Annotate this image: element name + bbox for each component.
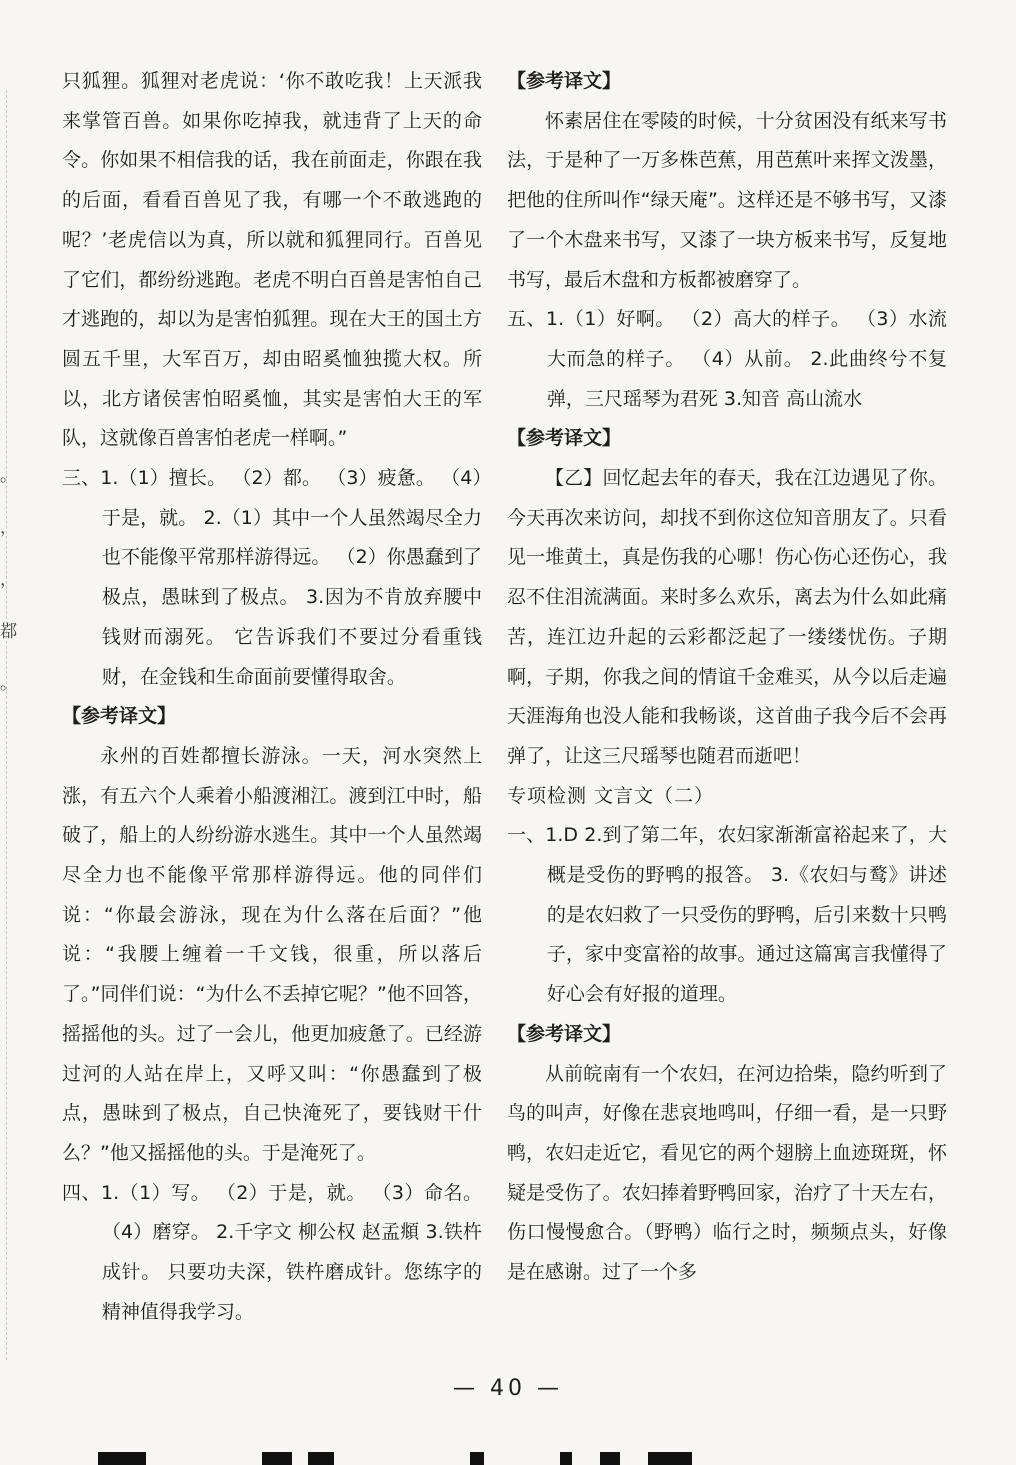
answers-section-5: 五、1.（1）好啊。 （2）高大的样子。 （3）水流大而急的样子。 （4）从前。 2.此曲终兮不复弹，三尺瑶琴为君死 3.知音 高山流水: [507, 308, 947, 410]
section-title: 专项检测 文言文（二）: [507, 784, 715, 807]
reference-translation-heading: 【参考译文】: [507, 70, 622, 92]
right-column: [507, 62, 947, 1293]
binding-gutter-line: [6, 90, 17, 1360]
reference-translation-heading: 【参考译文】: [507, 1022, 622, 1045]
bleed-through-margin-text: [0, 450, 16, 710]
fox-story-translation-end: 只狐狸。狐狸对老虎说：‘你不敢吃我！上天派我来掌管百兽。如果你吃掉我，就违背了上天的命令。你如果不相信我的话，我在前面走，你跟在我的后面，看看百兽见了我，有哪一个不敢逃跑的呢？’老虎信以为真，所以就和狐狸同行。百兽见了它们，都纷纷逃跑。老虎不明白百兽是害怕自己才逃跑的，却以为是害怕狐狸。现在大王的国土方圆五千里，大军百万，却由昭奚恤独揽大权。所以，北方诸侯害怕昭奚恤，其实是害怕大王的军队，这就像百兽害怕老虎一样啊。”: [62, 70, 482, 450]
reference-translation-heading: 【参考译文】: [507, 427, 622, 450]
margin-char: 鄀: [0, 622, 17, 642]
margin-char: ，: [0, 518, 17, 538]
answers-section-4: 四、1.（1）写。 （2）于是，就。 （3）命名。 （4）磨穿。 2.千字文 柳公权 赵孟頫 3.铁杵成针。 只要功夫深，铁杵磨成针。您练字的精神值得我学习。: [62, 1181, 482, 1323]
yongzhou-translation: 永州的百姓都擅长游泳。一天，河水突然上涨，有五六个人乘着小船渡湘江。渡到江中时，船破了，船上的人纷纷游水逃生。其中一个人虽然竭尽全力也不能像平常那样游得远。他的同伴们说：“你最会游泳，现在为什么落在后面？”他说：“我腰上缠着一千文钱，很重，所以落后了。”同伴们说：“为什么不丢掉它呢？”他不回答，摇摇他的头。过了一会儿，他更加疲惫了。已经游过河的人站在岸上，又呼又叫：“你愚蠢到了极点，愚昧到了极点，自己快淹死了，要钱财干什么？”他又摇摇他的头。于是淹死了。: [62, 744, 482, 1164]
reference-translation-heading: 【参考译文】: [62, 705, 177, 728]
answers-section-1: 一、1.D 2.到了第二年，农妇家渐渐富裕起来了，大概是受伤的野鸭的报答。 3.《农妇与鹜》讲述的是农妇救了一只受伤的野鸭，后引来数十只鸭子，家中变富裕的故事。通过这篇寓言我懂得了好心会有好报的道理。: [507, 824, 947, 1006]
answers-section-3: 三、1.（1）擅长。 （2）都。 （3）疲惫。 （4）于是，就。 2.（1）其中一个人虽然竭尽全力也不能像平常那样游得远。 （2）你愚蠢到了极点，愚昧到了极点。 3.因为不肯放弃腰中钱财而溺死。 它告诉我们不要过分看重钱财，在金钱和生命面前要懂得取舍。: [62, 467, 482, 688]
page-number: — 40 —: [453, 1376, 563, 1401]
boya-translation: 【乙】回忆起去年的春天，我在江边遇见了你。今天再次来访问，却找不到你这位知音朋友了。只看见一堆黄土，真是伤我的心哪！伤心伤心还伤心，我忍不住泪流满面。来时多么欢乐，离去为什么如此痛苦，连江边升起的云彩都泛起了一缕缕忧伤。子期啊，子期，你我之间的情谊千金难买，从今以后走遍天涯海角也没人能和我畅谈，这首曲子我今后不会再弹了，让这三尺瑶琴也随君而逝吧！: [507, 467, 947, 767]
margin-char: 。: [0, 674, 17, 694]
farmwoman-translation: 从前皖南有一个农妇，在河边拾柴，隐约听到了鸟的叫声，好像在悲哀地鸣叫，仔细一看，是一只野鸭，农妇走近它，看见它的两个翅膀上血迹斑斑，怀疑是受伤了。农妇捧着野鸭回家，治疗了十天左右，伤口慢慢愈合。（野鸭）临行之时，频频点头，好像是在感谢。过了一个多: [507, 1062, 947, 1284]
margin-char: 。: [0, 466, 17, 486]
scan-edge-marks: [0, 1446, 1016, 1465]
huaisu-translation: 怀素居住在零陵的时候，十分贫困没有纸来写书法，于是种了一万多株芭蕉，用芭蕉叶来挥文泼墨，把他的住所叫作“绿天庵”。这样还是不够书写，又漆了一个木盘来书写，又漆了一块方板来书写，反复地书写，最后木盘和方板都被磨穿了。: [507, 109, 947, 291]
left-column: [62, 62, 482, 1333]
margin-char: ，: [0, 570, 17, 590]
